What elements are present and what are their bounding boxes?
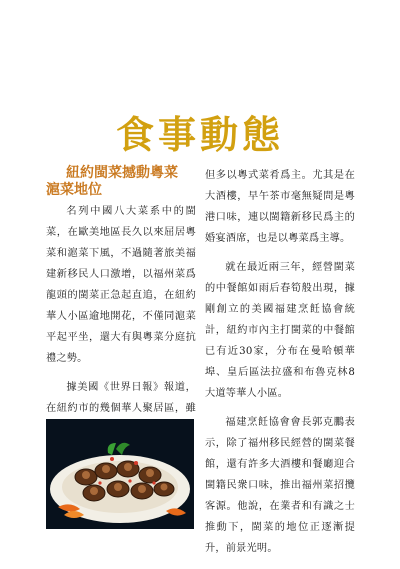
left-column bbox=[46, 165, 196, 440]
paragraph: 名列中國八大菜系中的閩菜，在歐美地區長久以來屈居粵菜和滬菜下風，不過隨著旅美福建新移民人口激增，以福州菜爲龍頭的閩菜正急起直追，在紐約華人小區逾地開花，不僅同滬菜平起平坐，還大有與粵菜分庭抗禮之勢。 bbox=[46, 206, 196, 364]
paragraph: 福建烹飪協會會長郭克鵬表示，除了福州移民經營的閩菜餐館，還有許多大酒樓和餐廳迎合閩籍民衆口味，推出福州菜招攬客源。他說，在業者和有識之士推動下，閩菜的地位正逐漸提升，前景光明。 bbox=[205, 417, 355, 554]
headline-line-2: 滬菜地位 bbox=[46, 182, 102, 198]
right-column bbox=[205, 165, 355, 559]
paragraph: 據美國《世界日報》報道，在紐約市的幾個華人聚居區，雖 bbox=[46, 382, 196, 414]
paragraph: 就在最近兩三年，經營閩菜的中餐館如雨后春筍般出現，據剛創立的美國福建烹飪協會統計，紐約市內主打閩菜的中餐館已有近30家，分布在曼哈頓華埠、皇后區法拉盛和布魯克林8大道等華人小區。 bbox=[205, 262, 355, 399]
food-photo bbox=[46, 419, 194, 529]
headline-line-1: 紐約閩菜撼動粵菜 bbox=[66, 165, 178, 181]
page-title: 食事動態 bbox=[115, 112, 284, 157]
article-headline bbox=[46, 165, 196, 199]
paragraph: 但多以粵式菜肴爲主。尤其是在大酒樓，早午茶市毫無疑問是粵港口味，連以閩籍新移民爲主的婚宴酒席，也是以粵菜爲主導。 bbox=[205, 170, 355, 244]
mushroom-dish-image bbox=[46, 419, 194, 529]
